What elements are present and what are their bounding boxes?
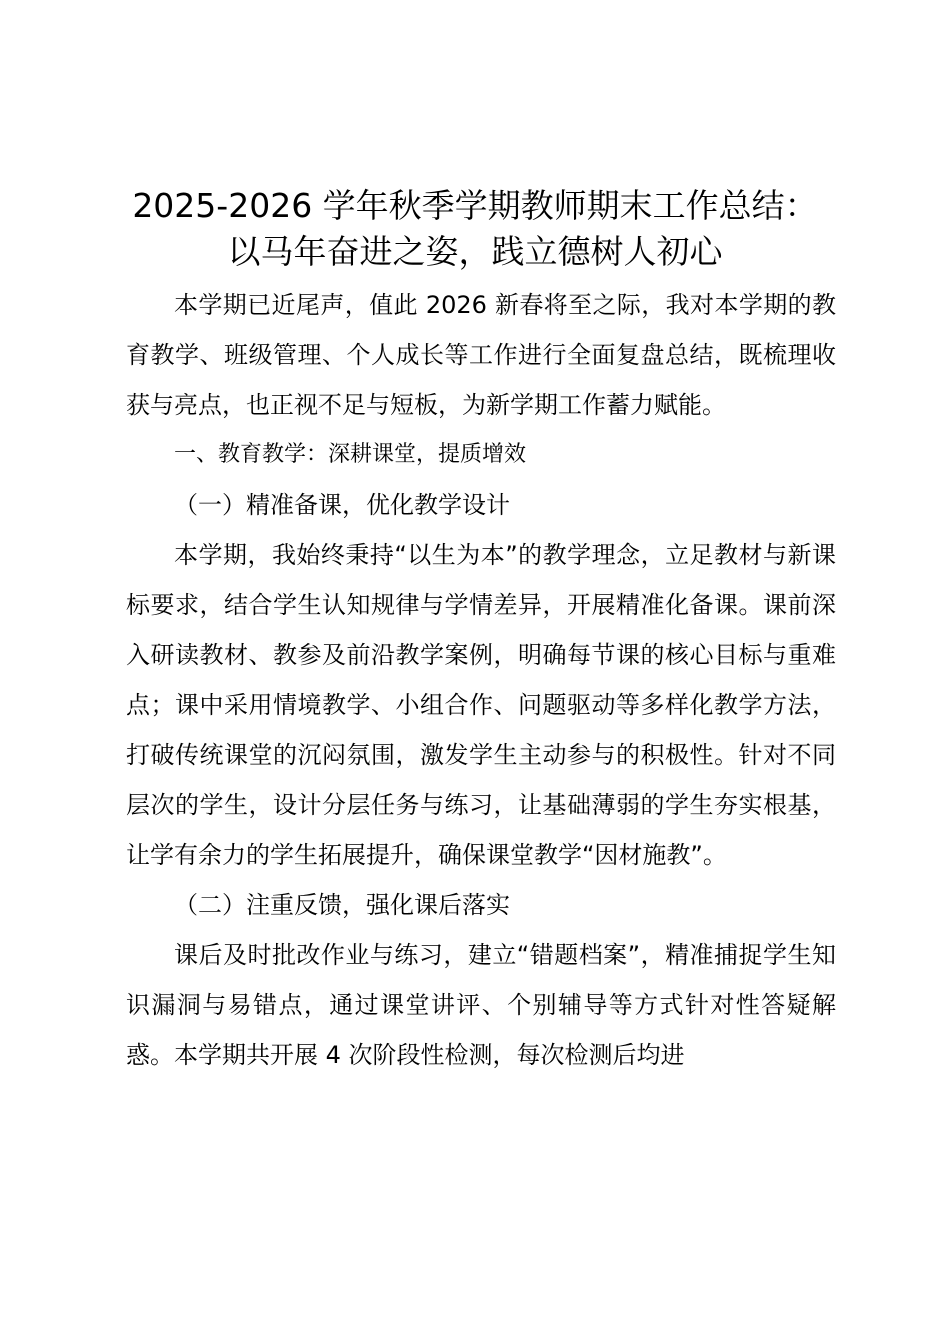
subsection2-heading: （二）注重反馈，强化课后落实	[174, 891, 510, 919]
document-title-line2: 以马年奋进之姿，践立德树人初心	[227, 232, 723, 271]
intro-paragraph: 本学期已近尾声，值此 2026 新春将至之际，我对本学期的教育教学、班级管理、个人成长等工作进行全面复盘总结，既梳理收获与亮点，也正视不足与短板，为新学期工作蓄力赋能。	[126, 291, 836, 419]
document-body	[126, 280, 836, 1080]
document-title-line1: 2025-2026 学年秋季学期教师期末工作总结：	[132, 186, 818, 225]
subsection1-heading: （一）精准备课，优化教学设计	[174, 491, 510, 519]
subsection1-paragraph: 本学期，我始终秉持“以生为本”的教学理念，立足教材与新课标要求，结合学生认知规律与学情差异，开展精准化备课。课前深入研读教材、教参及前沿教学案例，明确每节课的核心目标与重难点；课中采用情境教学、小组合作、问题驱动等多样化教学方法，打破传统课堂的沉闷氛围，激发学生主动参与的积极性。针对不同层次的学生，设计分层任务与练习，让基础薄弱的学生夯实根基，让学有余力的学生拓展提升，确保课堂教学“因材施教”。	[126, 541, 836, 869]
subsection2-paragraph: 课后及时批改作业与练习，建立“错题档案”，精准捕捉学生知识漏洞与易错点，通过课堂讲评、个别辅导等方式针对性答疑解惑。本学期共开展 4 次阶段性检测，每次检测后均进	[126, 941, 836, 1069]
section1-heading: 一、教育教学：深耕课堂，提质增效	[174, 442, 527, 467]
